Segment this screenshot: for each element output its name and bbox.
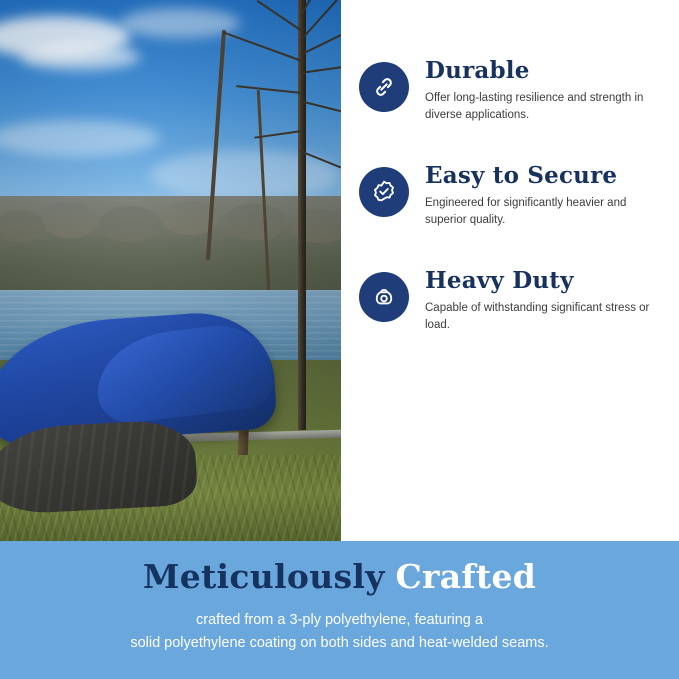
- bottom-banner: [0, 541, 679, 679]
- banner-subtext-line1: crafted from a 3-ply polyethylene, featuring a: [196, 611, 483, 628]
- link-chain-icon: [359, 62, 409, 112]
- feature-description: Offer long-lasting resilience and strength in diverse applications.: [425, 92, 644, 121]
- banner-subtext: [0, 609, 679, 655]
- dark-ground-tarp: [0, 419, 198, 516]
- banner-subtext-line2: solid polyethylene coating on both sides and heat-welded seams.: [130, 634, 549, 651]
- check-seal-icon: [359, 167, 409, 217]
- feature-text: [425, 268, 655, 333]
- product-photo: [0, 0, 341, 541]
- feature-title: Easy to Secure: [425, 161, 618, 189]
- feature-item-durable: [359, 58, 655, 123]
- feature-description: Capable of withstanding significant stress or load.: [425, 302, 650, 331]
- banner-title-part2: Crafted: [395, 557, 537, 596]
- feature-item-heavy-duty: [359, 268, 655, 333]
- feature-list: [341, 0, 679, 541]
- feature-text: [425, 163, 655, 228]
- banner-title: [0, 557, 679, 597]
- bare-tree-trunk: [298, 0, 306, 430]
- feature-title: Durable: [425, 57, 530, 84]
- feature-description: Engineered for significantly heavier and superior quality.: [425, 197, 627, 226]
- feature-text: [425, 58, 655, 123]
- cloud: [20, 44, 140, 70]
- kettlebell-weight-icon: [359, 272, 409, 322]
- feature-item-easy-to-secure: [359, 163, 655, 228]
- banner-title-part1: Meticulously: [142, 557, 385, 596]
- cloud: [150, 150, 340, 200]
- feature-title: Heavy Duty: [425, 266, 574, 294]
